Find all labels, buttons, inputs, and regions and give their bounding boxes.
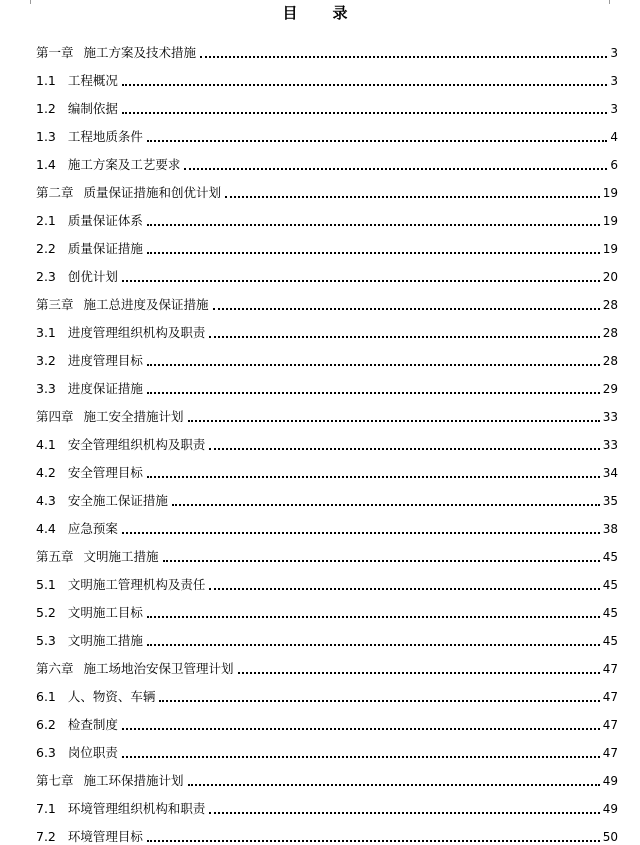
toc-number: 1.4 <box>36 157 56 172</box>
toc-number: 2.3 <box>36 269 56 284</box>
toc-number: 4.2 <box>36 465 56 480</box>
toc-number: 第六章 <box>36 661 74 676</box>
toc-row[interactable] <box>36 229 618 257</box>
toc-title: 施工安全措施计划 <box>83 409 184 424</box>
toc-page-number: 47 <box>602 690 618 704</box>
toc-leader-dots <box>122 84 607 86</box>
toc-row[interactable] <box>36 789 618 817</box>
toc-row[interactable] <box>36 677 618 705</box>
toc-row[interactable] <box>36 173 618 201</box>
toc-title: 安全管理目标 <box>67 465 143 480</box>
toc-row[interactable] <box>36 285 618 313</box>
toc-title: 施工方案及技术措施 <box>83 45 197 60</box>
toc-number: 2.1 <box>36 213 56 228</box>
toc-row[interactable] <box>36 733 618 761</box>
toc-page-number: 19 <box>602 186 618 200</box>
toc-row[interactable] <box>36 537 618 565</box>
toc-title: 应急预案 <box>67 521 118 536</box>
toc-leader-dots <box>209 588 599 590</box>
toc-title: 环境管理组织机构和职责 <box>67 801 206 816</box>
toc-leader-dots <box>184 168 607 170</box>
toc-leader-dots <box>147 392 600 394</box>
toc-number: 4.1 <box>36 437 56 452</box>
toc-row[interactable] <box>36 369 618 397</box>
toc-page-number: 47 <box>602 718 618 732</box>
toc-leader-dots <box>225 196 600 198</box>
toc-page-number: 3 <box>610 46 618 60</box>
toc-title: 环境管理目标 <box>67 829 143 844</box>
toc-page-number: 3 <box>610 102 618 116</box>
toc-row[interactable] <box>36 705 618 733</box>
toc-title: 编制依据 <box>67 101 118 116</box>
toc-number: 第二章 <box>36 185 74 200</box>
toc-title: 文明施工管理机构及责任 <box>67 577 206 592</box>
toc-title: 施工总进度及保证措施 <box>83 297 209 312</box>
toc-row[interactable] <box>36 145 618 173</box>
toc-number: 第七章 <box>36 773 74 788</box>
toc-leader-dots <box>147 364 600 366</box>
toc-title: 进度管理组织机构及职责 <box>67 325 206 340</box>
toc-title: 文明施工措施 <box>83 549 159 564</box>
toc-page-number: 6 <box>610 158 618 172</box>
toc-number: 3.3 <box>36 381 56 396</box>
toc-row[interactable] <box>36 89 618 117</box>
toc-page-number: 3 <box>610 74 618 88</box>
toc-page-number: 49 <box>602 774 618 788</box>
toc-row[interactable] <box>36 649 618 677</box>
toc-page-number: 19 <box>602 242 618 256</box>
toc-number: 第五章 <box>36 549 74 564</box>
toc-leader-dots <box>122 756 600 758</box>
toc-number: 第一章 <box>36 45 74 60</box>
toc-title: 质量保证措施和创优计划 <box>83 185 222 200</box>
toc-row[interactable] <box>36 565 618 593</box>
toc-number: 2.2 <box>36 241 56 256</box>
toc-number: 5.1 <box>36 577 56 592</box>
page-title: 目 录 <box>282 4 358 22</box>
toc-page-number: 28 <box>602 354 618 368</box>
toc-row[interactable] <box>36 621 618 649</box>
toc-title: 工程地质条件 <box>67 129 143 144</box>
toc-row[interactable] <box>36 313 618 341</box>
toc-row[interactable] <box>36 425 618 453</box>
table-of-contents <box>36 33 618 845</box>
toc-page-number: 45 <box>602 578 618 592</box>
toc-leader-dots <box>238 672 600 674</box>
toc-leader-dots <box>147 476 600 478</box>
toc-title: 进度管理目标 <box>67 353 143 368</box>
toc-number: 4.4 <box>36 521 56 536</box>
toc-row[interactable] <box>36 33 618 61</box>
toc-page-number: 19 <box>602 214 618 228</box>
toc-number: 1.2 <box>36 101 56 116</box>
toc-leader-dots <box>209 336 599 338</box>
toc-leader-dots <box>213 308 600 310</box>
toc-page-number: 47 <box>602 746 618 760</box>
toc-leader-dots <box>209 812 599 814</box>
toc-leader-dots <box>200 56 607 58</box>
toc-title: 工程概况 <box>67 73 118 88</box>
toc-row[interactable] <box>36 257 618 285</box>
toc-leader-dots <box>188 420 600 422</box>
toc-row[interactable] <box>36 397 618 425</box>
toc-number: 3.1 <box>36 325 56 340</box>
toc-number: 4.3 <box>36 493 56 508</box>
toc-title: 安全管理组织机构及职责 <box>67 437 206 452</box>
toc-row[interactable] <box>36 509 618 537</box>
toc-title: 检查制度 <box>67 717 118 732</box>
toc-number: 5.3 <box>36 633 56 648</box>
toc-leader-dots <box>159 700 599 702</box>
toc-row[interactable] <box>36 761 618 789</box>
toc-leader-dots <box>147 224 600 226</box>
toc-leader-dots <box>122 532 600 534</box>
toc-page-number: 45 <box>602 606 618 620</box>
toc-title: 岗位职责 <box>67 745 118 760</box>
toc-page-number: 28 <box>602 326 618 340</box>
toc-number: 6.1 <box>36 689 56 704</box>
toc-leader-dots <box>209 448 599 450</box>
toc-title: 人、物资、车辆 <box>67 689 156 704</box>
toc-page-number: 50 <box>602 830 618 844</box>
toc-leader-dots <box>147 616 600 618</box>
toc-title: 施工环保措施计划 <box>83 773 184 788</box>
toc-number: 第四章 <box>36 409 74 424</box>
toc-page-number: 4 <box>610 130 618 144</box>
toc-row[interactable] <box>36 481 618 509</box>
toc-row[interactable] <box>36 61 618 89</box>
toc-title: 文明施工目标 <box>67 605 143 620</box>
toc-title: 质量保证措施 <box>67 241 143 256</box>
toc-leader-dots <box>188 784 600 786</box>
toc-row[interactable] <box>36 593 618 621</box>
toc-page-number: 34 <box>602 466 618 480</box>
toc-number: 7.2 <box>36 829 56 844</box>
toc-page-number: 20 <box>602 270 618 284</box>
toc-title: 进度保证措施 <box>67 381 143 396</box>
toc-page-number: 33 <box>602 410 618 424</box>
toc-page-number: 45 <box>602 550 618 564</box>
toc-number: 5.2 <box>36 605 56 620</box>
toc-leader-dots <box>147 644 600 646</box>
toc-page-number: 47 <box>602 662 618 676</box>
toc-number: 7.1 <box>36 801 56 816</box>
toc-title: 施工方案及工艺要求 <box>67 157 181 172</box>
toc-number: 1.1 <box>36 73 56 88</box>
toc-leader-dots <box>147 140 607 142</box>
toc-number: 第三章 <box>36 297 74 312</box>
toc-page-number: 35 <box>602 494 618 508</box>
toc-title: 施工场地治安保卫管理计划 <box>83 661 234 676</box>
toc-title: 创优计划 <box>67 269 118 284</box>
toc-leader-dots <box>122 280 600 282</box>
toc-leader-dots <box>122 728 600 730</box>
toc-title: 质量保证体系 <box>67 213 143 228</box>
toc-page-number: 33 <box>602 438 618 452</box>
toc-page-number: 38 <box>602 522 618 536</box>
toc-row[interactable] <box>36 201 618 229</box>
toc-leader-dots <box>122 112 607 114</box>
toc-leader-dots <box>172 504 600 506</box>
toc-row[interactable] <box>36 817 618 845</box>
toc-leader-dots <box>163 560 600 562</box>
toc-title: 文明施工措施 <box>67 633 143 648</box>
toc-row[interactable] <box>36 117 618 145</box>
toc-page-number: 29 <box>602 382 618 396</box>
toc-page-number: 45 <box>602 634 618 648</box>
toc-page-number: 49 <box>602 802 618 816</box>
toc-number: 1.3 <box>36 129 56 144</box>
toc-leader-dots <box>147 252 600 254</box>
toc-row[interactable] <box>36 453 618 481</box>
toc-leader-dots <box>147 840 600 842</box>
toc-number: 3.2 <box>36 353 56 368</box>
toc-row[interactable] <box>36 341 618 369</box>
toc-number: 6.3 <box>36 745 56 760</box>
toc-number: 6.2 <box>36 717 56 732</box>
toc-title: 安全施工保证措施 <box>67 493 168 508</box>
toc-page-number: 28 <box>602 298 618 312</box>
